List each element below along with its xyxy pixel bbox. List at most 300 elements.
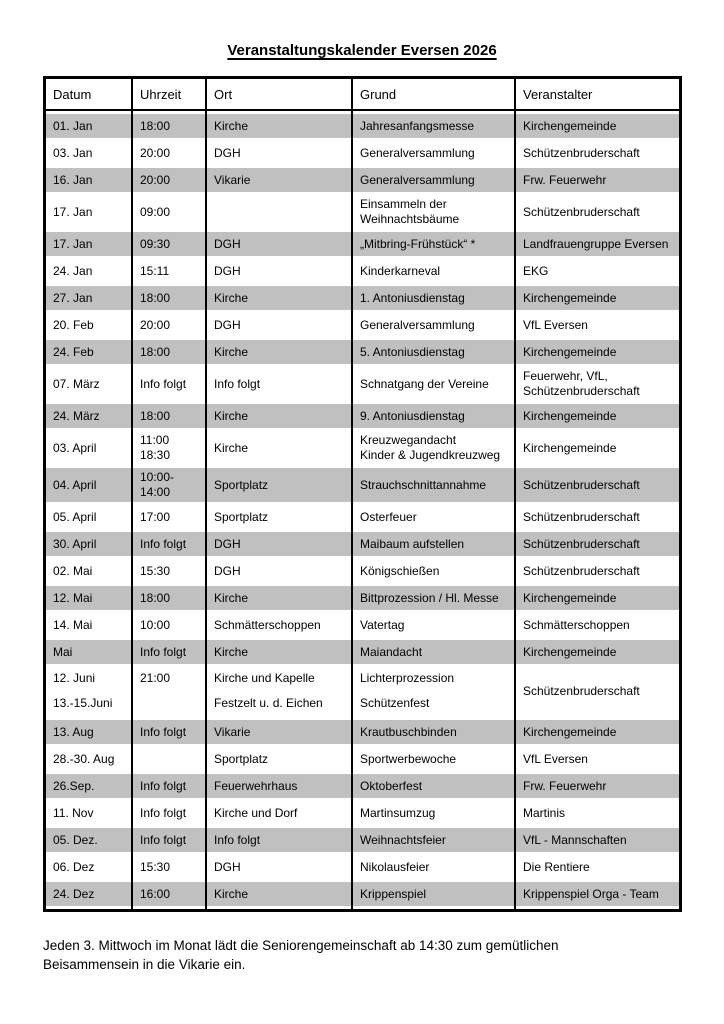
cell-veranstalter [516, 613, 679, 637]
cell-text: Info folgt [140, 832, 187, 847]
cell-text: Kirche [214, 408, 249, 423]
cell-uhrzeit [133, 468, 207, 502]
cell-text: Kirchengemeinde [523, 644, 617, 659]
cell-text: 05. April [53, 509, 97, 524]
cell-grund [353, 367, 516, 401]
cell-text: Kirchengemeinde [523, 590, 617, 605]
cell-text: Schützenbruderschaft [523, 563, 640, 578]
cell-datum [46, 195, 133, 229]
event-row [46, 774, 679, 798]
cell-text: VfL - Mannschaften [523, 832, 627, 847]
cell-veranstalter [516, 720, 679, 744]
cell-text: Kirche [214, 290, 249, 305]
cell-text: Kirche und Kapelle [214, 671, 315, 685]
cell-veranstalter [516, 431, 679, 465]
cell-text: Kirchengemeinde [523, 344, 617, 359]
column-header-veranstalter: Veranstalter [523, 86, 593, 102]
cell-text: Feuerwehr, VfL, [523, 369, 608, 383]
cell-uhrzeit [133, 586, 207, 610]
cell-text: DGH [214, 236, 241, 251]
cell-text: 11:00 [140, 433, 170, 447]
cell-datum [46, 340, 133, 364]
cell-uhrzeit [133, 828, 207, 852]
cell-text: Schützenbruderschaft [523, 509, 640, 524]
cell-text: Kinder & Jugendkreuzweg [360, 448, 501, 462]
cell-grund [353, 431, 516, 465]
cell-veranstalter [516, 801, 679, 825]
cell-uhrzeit [133, 114, 207, 138]
cell-text: Krippenspiel Orga - Team [523, 886, 659, 901]
cell-datum [46, 114, 133, 138]
event-row [46, 114, 679, 138]
cell-text: Sportplatz [214, 509, 269, 524]
cell-veranstalter [516, 404, 679, 428]
cell-text: Info folgt [140, 778, 187, 793]
cell-text: Kirche [214, 344, 249, 359]
cell-text: Sportplatz [214, 751, 269, 766]
cell-text: Jahresanfangsmesse [360, 118, 475, 133]
cell-ort [207, 613, 353, 637]
cell-text [140, 752, 203, 767]
cell-text: Info folgt [214, 376, 261, 391]
cell-text: 16:00 [140, 886, 171, 901]
event-row [46, 195, 679, 229]
cell-datum [46, 141, 133, 165]
event-row [46, 141, 679, 165]
cell-text: 13.-15.Juni [53, 696, 113, 710]
cell-datum [46, 667, 133, 717]
cell-uhrzeit [133, 855, 207, 879]
cell-text: Schützenbruderschaft [523, 204, 640, 219]
cell-text: Osterfeuer [360, 509, 417, 524]
cell-uhrzeit [133, 882, 207, 906]
cell-text: 21:00 [140, 671, 171, 685]
event-row [46, 613, 679, 637]
cell-datum [46, 367, 133, 401]
cell-text: 18:00 [140, 290, 171, 305]
cell-veranstalter [516, 882, 679, 906]
cell-veranstalter [516, 505, 679, 529]
cell-text: 30. April [53, 536, 97, 551]
cell-ort [207, 313, 353, 337]
cell-text: DGH [214, 317, 241, 332]
cell-ort [207, 774, 353, 798]
cell-ort [207, 141, 353, 165]
cell-grund [353, 195, 516, 229]
cell-text: 20:00 [140, 317, 171, 332]
cell-text: 09:30 [140, 236, 171, 251]
cell-grund [353, 720, 516, 744]
event-row [46, 747, 679, 771]
column-header-uhrzeit: Uhrzeit [140, 86, 182, 102]
event-row [46, 505, 679, 529]
cell-text: 18:00 [140, 408, 171, 423]
cell-veranstalter [516, 774, 679, 798]
event-row [46, 828, 679, 852]
cell-ort [207, 340, 353, 364]
event-row [46, 431, 679, 465]
cell-ort [207, 232, 353, 256]
cell-text: 18:30 [140, 448, 171, 462]
cell-veranstalter [516, 747, 679, 771]
cell-text: Kinderkarneval [360, 263, 441, 278]
cell-veranstalter [516, 559, 679, 583]
cell-uhrzeit [133, 313, 207, 337]
cell-text: Kirchengemeinde [523, 408, 617, 423]
cell-text: Kirche [214, 886, 249, 901]
cell-text: 27. Jan [53, 290, 93, 305]
cell-text: Kirche und Dorf [214, 805, 298, 820]
cell-veranstalter [516, 586, 679, 610]
event-row [46, 468, 679, 502]
cell-text: Schützenbruderschaft [523, 384, 640, 398]
cell-ort [207, 468, 353, 502]
cell-text: Einsammeln der [360, 197, 447, 211]
cell-grund [353, 505, 516, 529]
cell-text: DGH [214, 145, 241, 160]
cell-ort [207, 404, 353, 428]
cell-text: 17. Jan [53, 204, 93, 219]
cell-uhrzeit [133, 559, 207, 583]
cell-text: Maibaum aufstellen [360, 536, 465, 551]
cell-text: Kirche [214, 644, 249, 659]
cell-grund [353, 532, 516, 556]
cell-text [214, 205, 349, 220]
cell-uhrzeit [133, 232, 207, 256]
cell-datum [46, 882, 133, 906]
event-row [46, 855, 679, 879]
cell-text: Info folgt [140, 536, 187, 551]
cell-datum [46, 259, 133, 283]
cell-text: DGH [214, 263, 241, 278]
cell-ort [207, 720, 353, 744]
cell-text: VfL Eversen [523, 751, 588, 766]
event-calendar-table [43, 76, 682, 912]
cell-text: 24. März [53, 408, 100, 423]
cell-uhrzeit [133, 404, 207, 428]
cell-text: Info folgt [214, 832, 261, 847]
cell-uhrzeit [133, 801, 207, 825]
cell-text: 15:30 [140, 563, 171, 578]
cell-text: 28.-30. Aug [53, 751, 115, 766]
event-row [46, 286, 679, 310]
cell-text: Mai [53, 644, 73, 659]
cell-ort [207, 801, 353, 825]
cell-text: DGH [214, 536, 241, 551]
cell-text: 10:00 [140, 617, 171, 632]
cell-uhrzeit [133, 720, 207, 744]
cell-ort [207, 747, 353, 771]
cell-text: Martinis [523, 805, 566, 820]
cell-veranstalter [516, 313, 679, 337]
cell-grund [353, 259, 516, 283]
cell-text: 16. Jan [53, 172, 93, 187]
cell-text: DGH [214, 859, 241, 874]
table-header-row [46, 79, 679, 111]
cell-grund [353, 559, 516, 583]
cell-veranstalter [516, 828, 679, 852]
event-row [46, 640, 679, 664]
cell-text: VfL Eversen [523, 317, 588, 332]
cell-datum [46, 720, 133, 744]
cell-text: Krautbuschbinden [360, 724, 457, 739]
cell-text: 05. Dez. [53, 832, 98, 847]
cell-veranstalter [516, 168, 679, 192]
cell-veranstalter [516, 340, 679, 364]
cell-text: 03. Jan [53, 145, 93, 160]
event-row [46, 667, 679, 717]
cell-text: 11. Nov [53, 805, 94, 820]
cell-text: 13. Aug [53, 724, 94, 739]
cell-text: Generalversammlung [360, 172, 475, 187]
cell-grund [353, 404, 516, 428]
cell-text: 9. Antoniusdienstag [360, 408, 465, 423]
cell-text: Landfrauengruppe Eversen [523, 236, 669, 251]
cell-datum [46, 232, 133, 256]
cell-veranstalter [516, 232, 679, 256]
cell-text: Sportwerbewoche [360, 751, 457, 766]
cell-text: Info folgt [140, 376, 187, 391]
cell-text: Generalversammlung [360, 145, 475, 160]
cell-grund [353, 828, 516, 852]
event-row [46, 313, 679, 337]
event-row [46, 532, 679, 556]
cell-text: „Mitbring-Frühstück“ * [360, 236, 476, 251]
cell-text: Bittprozession / Hl. Messe [360, 590, 499, 605]
footer-note: Jeden 3. Mittwoch im Monat lädt die Seniorengemeinschaft ab 14:30 zum gemütlichen Beisammensein in die Vikarie ein. [43, 938, 559, 972]
event-row [46, 367, 679, 401]
cell-text: Schützenbruderschaft [523, 477, 640, 492]
cell-text: Vikarie [214, 172, 251, 187]
cell-ort [207, 431, 353, 465]
cell-text: Frw. Feuerwehr [523, 778, 607, 793]
cell-grund [353, 313, 516, 337]
cell-text: 20. Feb [53, 317, 94, 332]
cell-text: 01. Jan [53, 118, 93, 133]
cell-text: 07. März [53, 376, 100, 391]
cell-text: Oktoberfest [360, 778, 423, 793]
cell-datum [46, 168, 133, 192]
cell-text: 18:00 [140, 590, 171, 605]
event-row [46, 559, 679, 583]
cell-text: Die Rentiere [523, 859, 590, 874]
cell-uhrzeit [133, 195, 207, 229]
cell-text: 12. Mai [53, 590, 93, 605]
cell-veranstalter [516, 259, 679, 283]
cell-text: Kirchengemeinde [523, 440, 617, 455]
column-divider [351, 79, 353, 909]
cell-text: 18:00 [140, 344, 171, 359]
cell-text: 10:00-14:00 [140, 470, 175, 499]
cell-ort [207, 855, 353, 879]
column-divider [131, 79, 133, 909]
cell-datum [46, 828, 133, 852]
cell-text: Kreuzwegandacht [360, 433, 457, 447]
cell-datum [46, 640, 133, 664]
cell-ort [207, 195, 353, 229]
cell-text: Info folgt [140, 724, 187, 739]
cell-uhrzeit [133, 141, 207, 165]
cell-veranstalter [516, 367, 679, 401]
cell-text: 03. April [53, 440, 97, 455]
cell-text: 14. Mai [53, 617, 93, 632]
cell-uhrzeit [133, 747, 207, 771]
cell-text: Kirche [214, 118, 249, 133]
cell-veranstalter [516, 286, 679, 310]
cell-text: 20:00 [140, 172, 171, 187]
cell-ort [207, 114, 353, 138]
cell-ort [207, 286, 353, 310]
cell-text: 04. April [53, 477, 97, 492]
cell-text: Kirchengemeinde [523, 118, 617, 133]
cell-ort [207, 640, 353, 664]
cell-datum [46, 613, 133, 637]
cell-datum [46, 801, 133, 825]
column-header-datum: Datum [53, 86, 92, 102]
cell-uhrzeit [133, 640, 207, 664]
cell-veranstalter [516, 855, 679, 879]
cell-text: EKG [523, 263, 549, 278]
event-row [46, 259, 679, 283]
cell-datum [46, 431, 133, 465]
cell-text: Sportplatz [214, 477, 269, 492]
table-body [46, 114, 679, 909]
cell-text: Kirche [214, 590, 249, 605]
cell-text: 09:00 [140, 204, 171, 219]
cell-grund [353, 613, 516, 637]
cell-datum [46, 286, 133, 310]
cell-veranstalter [516, 141, 679, 165]
cell-grund [353, 882, 516, 906]
cell-datum [46, 468, 133, 502]
cell-ort [207, 559, 353, 583]
cell-text: Kirche [214, 440, 249, 455]
cell-grund [353, 468, 516, 502]
cell-text: 12. Juni [53, 671, 96, 685]
cell-datum [46, 559, 133, 583]
cell-text: Schnatgang der Vereine [360, 376, 489, 391]
column-header-ort: Ort [214, 86, 233, 102]
cell-text: 5. Antoniusdienstag [360, 344, 465, 359]
cell-text: Schützenbruderschaft [523, 536, 640, 551]
cell-text: Königschießen [360, 563, 440, 578]
cell-ort [207, 168, 353, 192]
cell-ort [207, 505, 353, 529]
cell-text: 24. Feb [53, 344, 94, 359]
cell-text: Martinsumzug [360, 805, 436, 820]
cell-datum [46, 586, 133, 610]
cell-datum [46, 747, 133, 771]
cell-text: Vikarie [214, 724, 251, 739]
cell-datum [46, 855, 133, 879]
event-row [46, 801, 679, 825]
cell-text: 15:30 [140, 859, 171, 874]
column-divider [205, 79, 207, 909]
cell-text: 24. Dez [53, 886, 95, 901]
cell-grund [353, 747, 516, 771]
event-row [46, 404, 679, 428]
cell-text: 02. Mai [53, 563, 93, 578]
cell-grund [353, 340, 516, 364]
cell-ort [207, 828, 353, 852]
cell-grund [353, 640, 516, 664]
cell-text: Info folgt [140, 805, 187, 820]
cell-text: Generalversammlung [360, 317, 475, 332]
cell-text: 17:00 [140, 509, 171, 524]
cell-text: Strauchschnittannahme [360, 477, 487, 492]
column-header-grund: Grund [360, 86, 397, 102]
cell-veranstalter [516, 468, 679, 502]
cell-grund [353, 586, 516, 610]
cell-ort [207, 367, 353, 401]
cell-text: 24. Jan [53, 263, 93, 278]
cell-text: 26.Sep. [53, 778, 95, 793]
cell-veranstalter [516, 195, 679, 229]
cell-uhrzeit [133, 168, 207, 192]
cell-veranstalter [516, 667, 679, 717]
cell-text: Schützenfest [360, 696, 430, 710]
cell-text: Vatertag [360, 617, 405, 632]
cell-text: Krippenspiel [360, 886, 427, 901]
cell-uhrzeit [133, 259, 207, 283]
cell-text: 18:00 [140, 118, 171, 133]
cell-text: Frw. Feuerwehr [523, 172, 607, 187]
cell-uhrzeit [133, 613, 207, 637]
cell-uhrzeit [133, 286, 207, 310]
cell-veranstalter [516, 640, 679, 664]
event-row [46, 882, 679, 906]
cell-text: DGH [214, 563, 241, 578]
event-row [46, 340, 679, 364]
cell-grund [353, 168, 516, 192]
cell-text: 20:00 [140, 145, 171, 160]
cell-uhrzeit [133, 505, 207, 529]
cell-text: Nikolausfeier [360, 859, 430, 874]
cell-text: 15:11 [140, 263, 170, 278]
cell-uhrzeit [133, 667, 207, 717]
cell-grund [353, 855, 516, 879]
cell-text: 06. Dez [53, 859, 95, 874]
cell-text: Feuerwehrhaus [214, 778, 298, 793]
cell-ort [207, 667, 353, 717]
cell-datum [46, 774, 133, 798]
cell-text: Schützenbruderschaft [523, 145, 640, 160]
cell-grund [353, 141, 516, 165]
cell-veranstalter [516, 532, 679, 556]
cell-uhrzeit [133, 340, 207, 364]
event-row [46, 168, 679, 192]
cell-uhrzeit [133, 367, 207, 401]
event-row [46, 232, 679, 256]
cell-ort [207, 882, 353, 906]
cell-text: Schützenbruderschaft [523, 683, 640, 698]
cell-grund [353, 114, 516, 138]
cell-grund [353, 232, 516, 256]
cell-text: Festzelt u. d. Eichen [214, 696, 323, 710]
cell-datum [46, 532, 133, 556]
cell-text: Maiandacht [360, 644, 423, 659]
cell-ort [207, 532, 353, 556]
cell-uhrzeit [133, 532, 207, 556]
cell-text: Kirchengemeinde [523, 290, 617, 305]
cell-ort [207, 586, 353, 610]
cell-uhrzeit [133, 774, 207, 798]
cell-veranstalter [516, 114, 679, 138]
cell-grund [353, 801, 516, 825]
cell-text: 1. Antoniusdienstag [360, 290, 465, 305]
cell-text: Kirchengemeinde [523, 724, 617, 739]
cell-datum [46, 313, 133, 337]
